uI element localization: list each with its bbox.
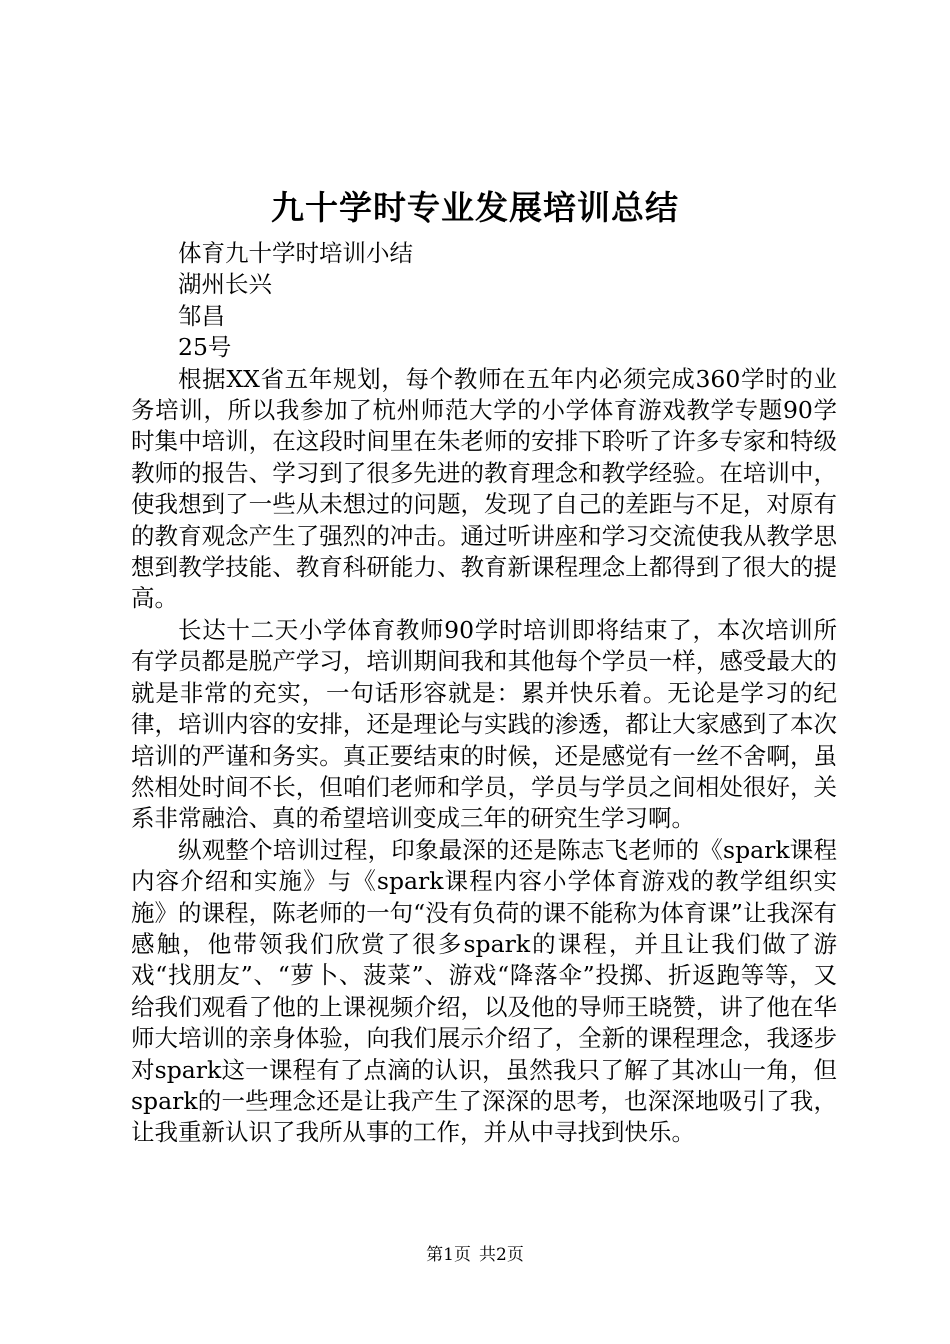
author-line: 邹昌 [178, 301, 225, 330]
subtitle-line: 体育九十学时培训小结 [178, 239, 413, 267]
paragraph-3: 纵观整个培训过程，印象最深的还是陈志飞老师的《spark课程内容介绍和实施》与《spark课程内容小学体育游戏的教学组织实施》的课程，陈老师的一句“没有负荷的课不能称为体育课”让我深有感触，他带领我们欣赏了很多spark的课程，并且让我们做了游戏“找朋友”、“萝卜、菠菜”、游戏“降落伞”投掷、折返跑等等，又给我们观看了他的上课视频介绍，以及他的导师王晓赞，讲了他在华师大培训的亲身体验，向我们展示介绍了，全新的课程理念，我逐步对spark这一课程有了点滴的认识，虽然我只了解了其冰山一角，但spark的一些理念还是让我产生了深深的思考，也深深地吸引了我，让我重新认识了我所从事的工作，并从中寻找到快乐。 [131, 835, 837, 1147]
location-line: 湖州长兴 [178, 270, 272, 299]
paragraph-2: 长达十二天小学体育教师90学时培训即将结束了，本次培训所有学员都是脱产学习，培训期间我和其他每个学员一样，感受最大的就是非常的充实，一句话形容就是：累并快乐着。无论是学习的纪律，培训内容的安排，还是理论与实践的渗透，都让大家感到了本次培训的严谨和务实。真正要结束的时候，还是感觉有一丝不舍啊，虽然相处时间不长，但咱们老师和学员，学员与学员之间相处很好，关系非常融洽、真的希望培训变成三年的研究生学习啊。 [131, 615, 837, 833]
page-total: 共2页 [479, 1245, 524, 1265]
page-footer [0, 1243, 950, 1267]
number-line: 25号 [178, 333, 232, 362]
document-title: 九十学时专业发展培训总结 [271, 188, 679, 227]
page-number: 第1页 [426, 1245, 471, 1265]
paragraph-1: 根据XX省五年规划，每个教师在五年内必须完成360学时的业务培训，所以我参加了杭州师范大学的小学体育游戏教学专题90学时集中培训，在这段时间里在朱老师的安排下聆听了许多专家和特级教师的报告、学习到了很多先进的教育理念和教学经验。在培训中，使我想到了一些从未想过的问题，发现了自己的差距与不足，对原有的教育观念产生了强烈的冲击。通过听讲座和学习交流使我从教学思想到教学技能、教育科研能力、教育新课程理念上都得到了很大的提高。 [131, 364, 837, 613]
document-body [131, 238, 837, 1149]
